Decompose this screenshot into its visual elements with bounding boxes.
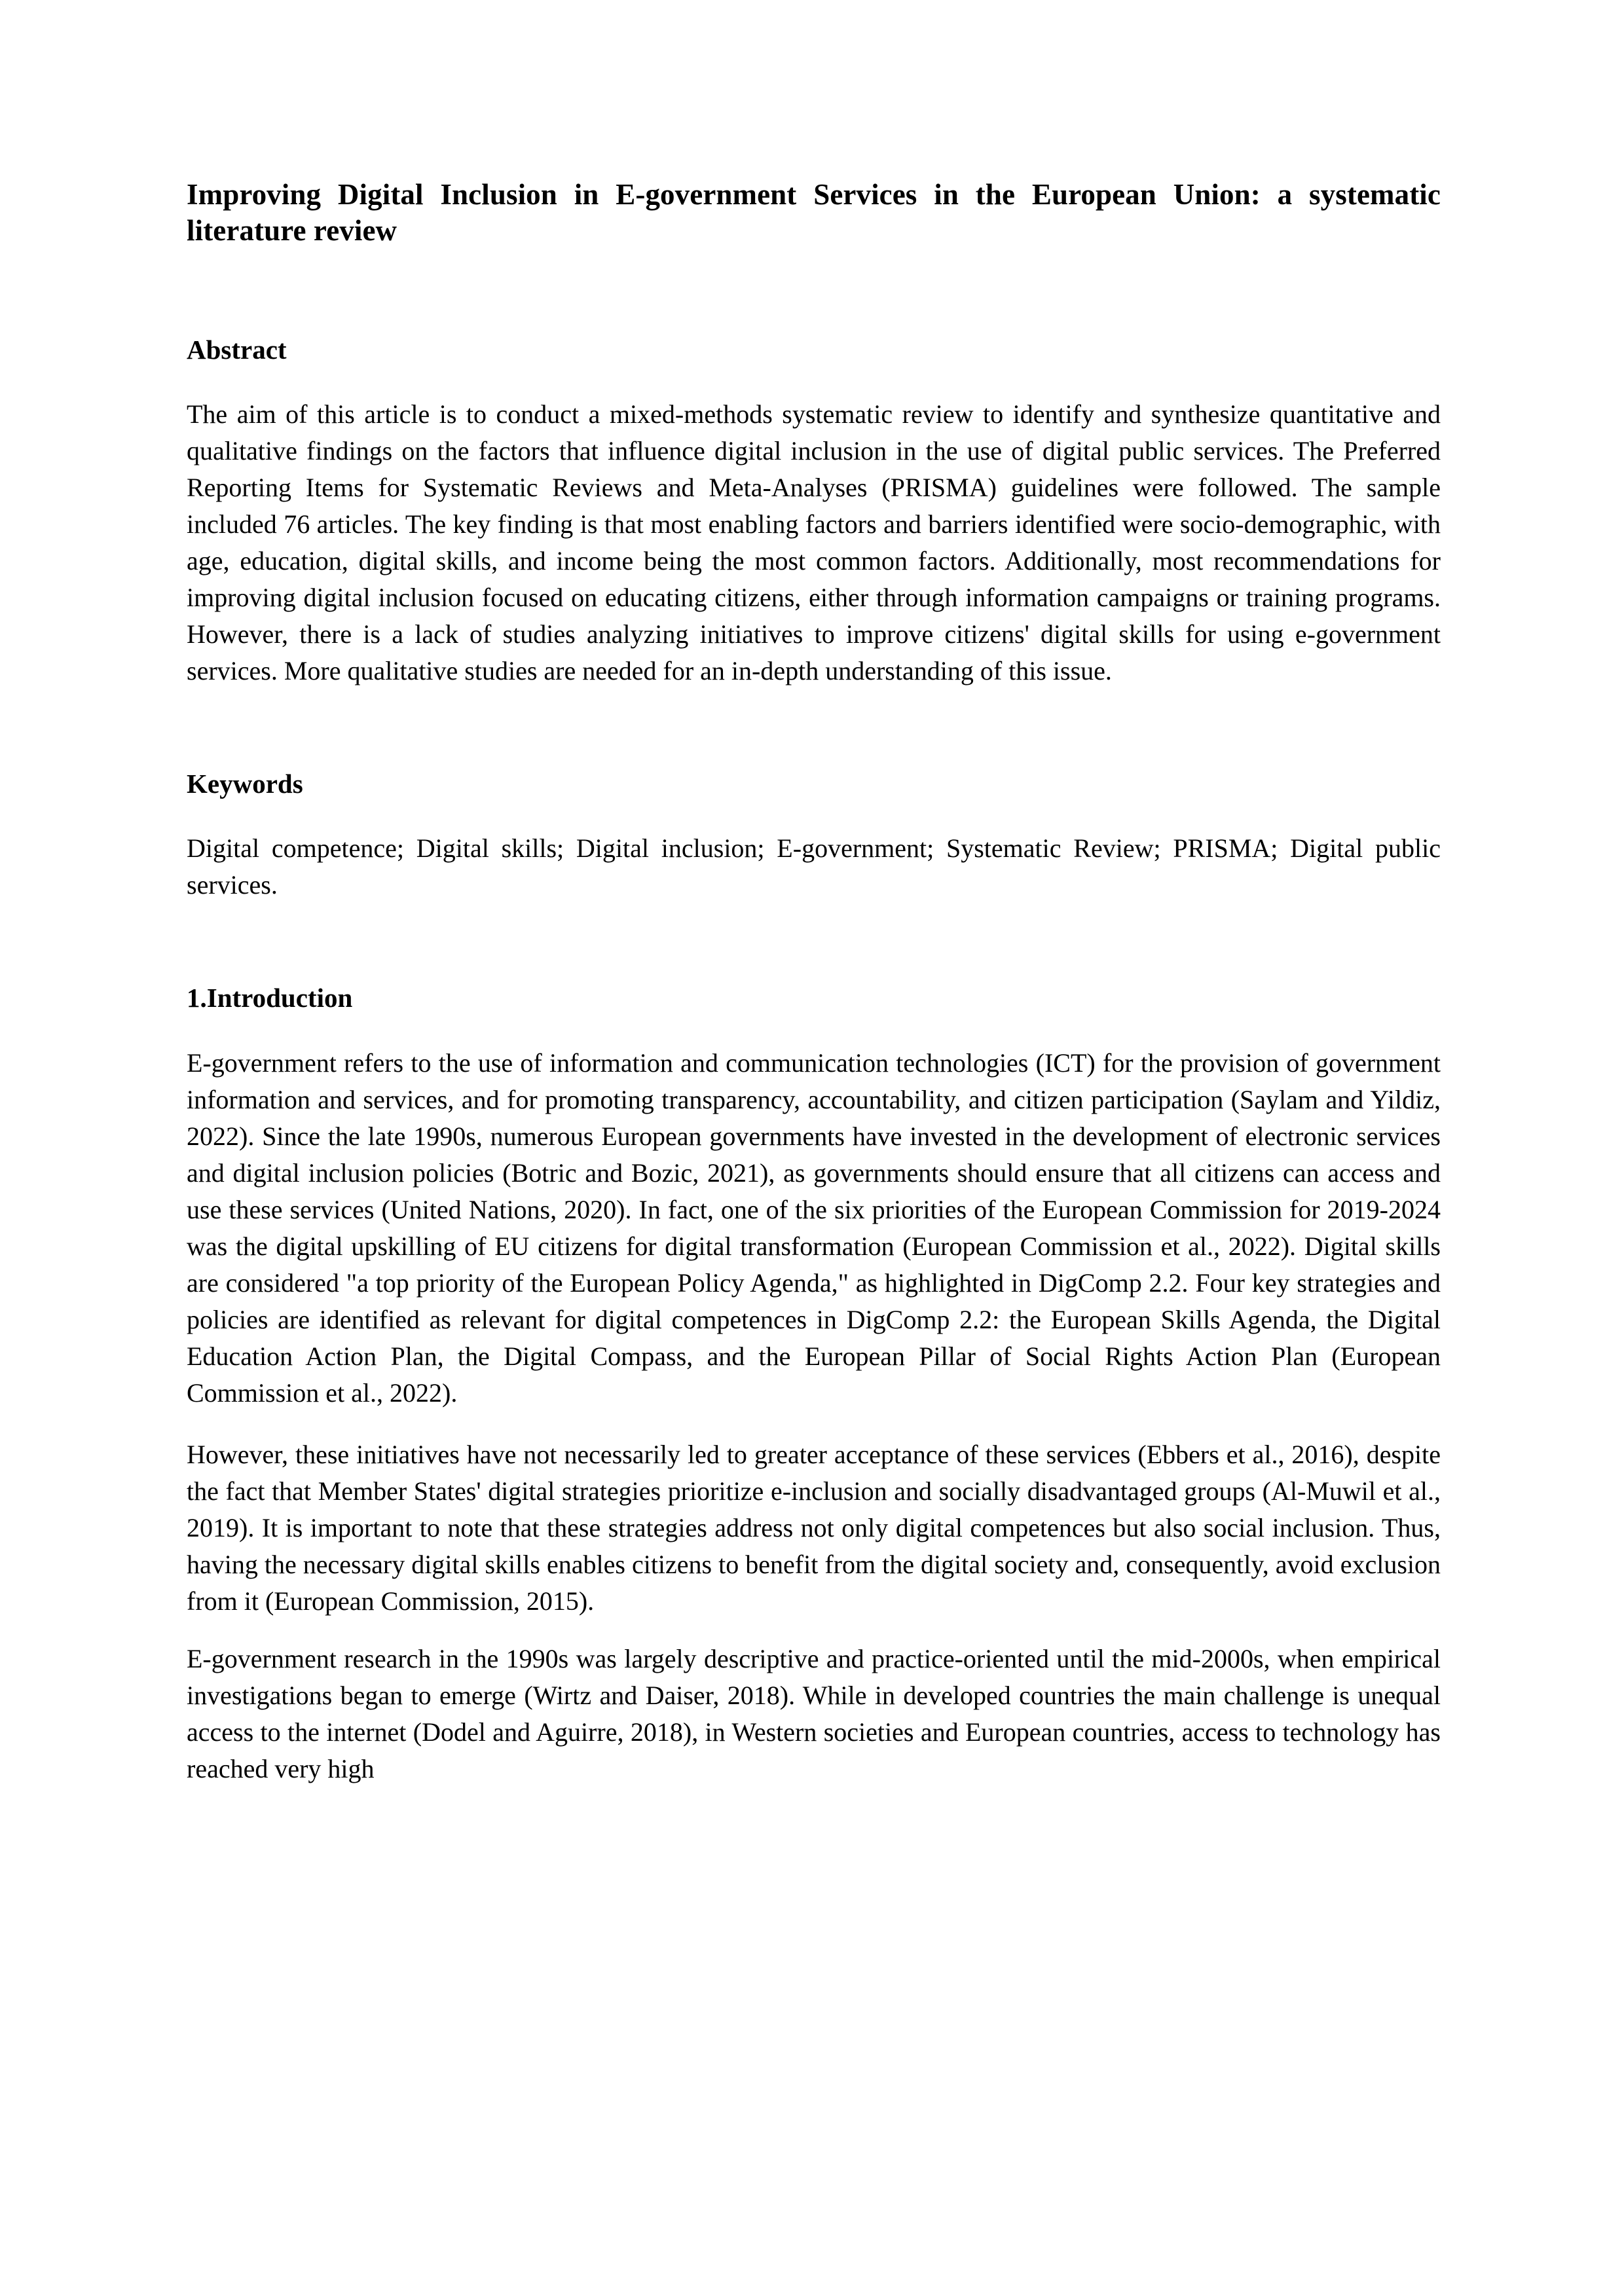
keywords-body: Digital competence; Digital skills; Digital inclusion; E-government; Systematic Review; PRISMA; Digital public services.: [187, 833, 1441, 900]
introduction-paragraph-1: E-government refers to the use of information and communication technologies (ICT) for the provision of government information and services, and for promoting transparency, accountability, and citizen participation (Saylam and Yildiz, 2022). Since the late 1990s, numerous European governments have invested in the development of electronic services and digital inclusion policies (Botric and Bozic, 2021), as governments should ensure that all citizens can access and use these services (United Nations, 2020). In fact, one of the six priorities of the European Commission for 2019-2024 was the digital upskilling of EU citizens for digital transformation (European Commission et al., 2022). Digital skills are considered "a top priority of the European Policy Agenda," as highlighted in DigComp 2.2. Four key strategies and policies are identified as relevant for digital competences in DigComp 2.2: the European Skills Agenda, the Digital Education Action Plan, the Digital Compass, and the European Pillar of Social Rights Action Plan (European Commission et al., 2022).: [187, 1048, 1441, 1408]
page-content: [187, 177, 1441, 1787]
page-title-line-1: Improving Digital Inclusion in E-government Services in the European: [187, 178, 1156, 211]
introduction-paragraph-2: However, these initiatives have not necessarily led to greater acceptance of these services (Ebbers et al., 2016), despite the fact that Member States' digital strategies prioritize e-inclusion and socially disadvantaged groups (Al-Muwil et al., 2019). It is important to note that these strategies address not only digital competences but also social inclusion. Thus, having the necessary digital skills enables citizens to benefit from the digital society and, consequently, avoid exclusion from it (European Commission, 2015).: [187, 1439, 1441, 1616]
page-title: [187, 177, 1441, 249]
spacer-intro-par-1-2: [187, 1412, 1441, 1436]
spacer-intro-par-2-3: [187, 1620, 1441, 1641]
spacer-introduction-heading-body: [187, 1016, 1441, 1045]
abstract-body: The aim of this article is to conduct a mixed-methods systematic review to identify and synthesize quantitative and qualitative findings on the factors that influence digital inclusion in the use of digital public services. The Preferred Reporting Items for Systematic Reviews and Meta-Analyses (PRISMA) guidelines were followed. The sample included 76 articles. The key finding is that most enabling factors and barriers identified were socio-demographic, with age, education, digital skills, and income being the most common factors. Additionally, most recommendations for improving digital inclusion focused on educating citizens, either through information campaigns or training programs. However, there is a lack of studies analyzing initiatives to improve citizens' digital skills for using e-government services. More qualitative studies are needed for an in-depth understanding of this issue.: [187, 399, 1441, 686]
page-title-line-2: Union: a systematic literature review: [187, 178, 1441, 247]
spacer-abstract-heading-body: [187, 367, 1441, 396]
spacer-keywords-heading-body: [187, 801, 1441, 830]
spacer-title-abstract: [187, 249, 1441, 333]
spacer-keywords-introduction: [187, 903, 1441, 981]
spacer-abstract-keywords: [187, 689, 1441, 767]
introduction-heading: 1.Introduction: [187, 983, 353, 1013]
abstract-heading: Abstract: [187, 334, 287, 365]
keywords-heading: Keywords: [187, 769, 303, 799]
introduction-paragraph-3: E-government research in the 1990s was largely descriptive and practice-oriented until the mid-2000s, when empirical investigations began to emerge (Wirtz and Daiser, 2018). While in developed countries the main challenge is unequal access to the internet (Dodel and Aguirre, 2018), in Western societies and European countries, access to technology has reached very high: [187, 1643, 1441, 1783]
